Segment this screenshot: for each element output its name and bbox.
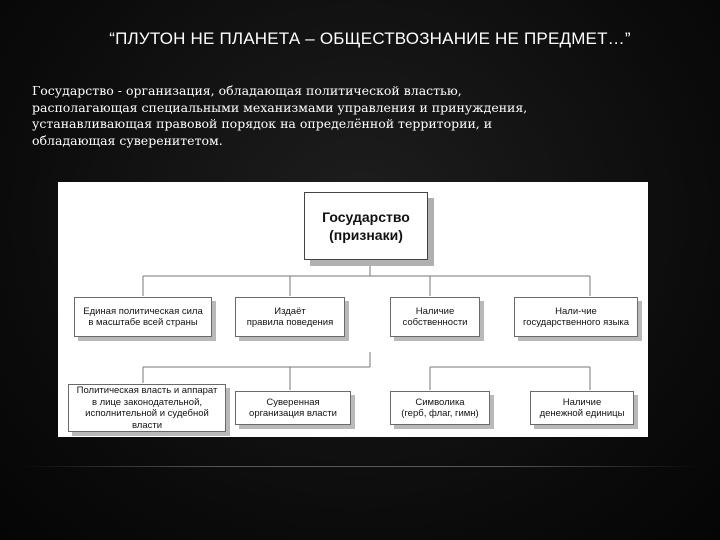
state-definition: Государство - организация, обладающая политической властью, располагающая специальными механизмами управления и принуждения, устанавливающая правовой порядок на определённой территории, и обладающая суверенитетом. [32,83,528,148]
feature-box-currency: Наличие денежной единицы [530,391,634,425]
feature-box-political-power-apparatus: Политическая власть и аппарат в лице законодательной, исполнительной и судебной власти [68,384,226,432]
feature-box-state-language: Нали-чие государственного языка [514,297,638,337]
state-features-diagram [58,182,648,437]
feature-box-rules-of-conduct: Издаёт правила поведения [235,297,345,337]
feature-box-property: Наличие собственности [390,297,480,337]
feature-box-symbols: Символика (герб, флаг, гимн) [390,391,490,425]
footer-divider [18,466,702,467]
feature-box-sovereign-organization: Суверенная организация власти [235,391,351,425]
slide-title: “ПЛУТОН НЕ ПЛАНЕТА – ОБЩЕСТВОЗНАНИЕ НЕ ПРЕДМЕТ…” [109,29,631,48]
feature-box-unified-political-force: Единая политическая сила в масштабе всей страны [74,297,212,337]
diagram-root-box: Государство (признаки) [304,192,428,260]
